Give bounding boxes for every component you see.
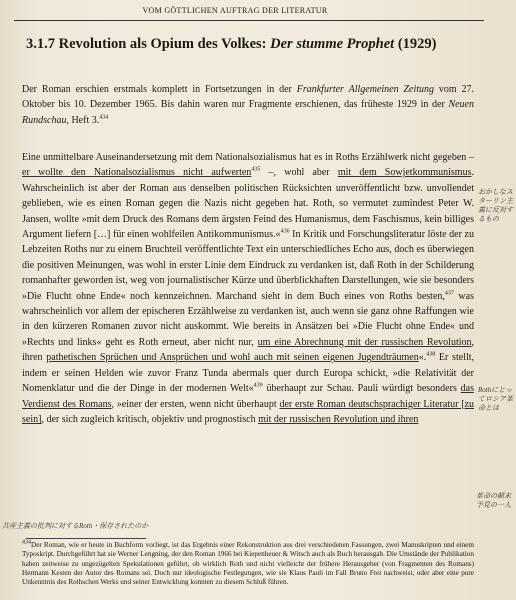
intro-text-3: , Heft 3.: [66, 114, 100, 126]
footnote-number: 434: [22, 539, 31, 546]
body-text: –, wohl aber: [260, 167, 338, 179]
intro-journal: Neuen Rundschau: [22, 99, 474, 126]
footnote-ref: 434: [99, 114, 109, 121]
body-text: , »einer der ersten, wenn nicht überhaupt: [111, 398, 280, 410]
underlined-passage: pathetischen Sprüchen und Ansprüchen und wohl auch mit seinen eigenen Jugendträumen: [46, 352, 419, 364]
handwritten-margin-note: 革命の顛末予見の一人: [476, 492, 511, 509]
body-text: , ihren: [22, 336, 474, 364]
footnote-ref: 438: [426, 351, 436, 358]
intro-text-1: Der Roman erschien erstmals komplett in Fortsetzungen in der: [22, 84, 297, 95]
underlined-passage: der erste Roman deutschsprachiger Literatur [zu sein]: [22, 398, 474, 425]
body-paragraph: [22, 150, 474, 427]
underlined-passage: das Verdienst des Romans: [22, 383, 474, 410]
body-text: Er stellt, indem er seinen Helden wie zuvor Franz Tunda abermals quer durch Europa schickt, »die Relativität der Nomenklatur und die der Dinge in der modernen Welt«: [22, 352, 474, 395]
section-title-year: (1929): [394, 36, 437, 52]
handwritten-margin-note: おかしなスターリン主義に反対するもの: [478, 188, 513, 223]
footnote-ref: 439: [253, 382, 263, 389]
intro-newspaper: Frankfurter Allgemeinen Zeitung: [296, 84, 435, 95]
intro-text-2: vom 27. Oktober bis 10. Dezember 1965. Bis dahin waren nur Fragmente erschienen, das früheste 1929 in der: [22, 84, 474, 111]
underlined-passage: mit der russischen Revolution und ihren: [258, 413, 419, 425]
body-text: «.: [418, 352, 427, 364]
body-text: Eine unmittelbare Auseinandersetzung mit dem Nationalsozialismus hat es in Roths Erzählwerk nicht gegeben –: [22, 152, 474, 163]
body-text: , der sich zugleich kritisch, objektiv und prognostisch: [41, 413, 259, 425]
body-text: überhaupt zur Schau. Pauli würdigt besonders: [262, 383, 461, 395]
section-title: [26, 36, 486, 53]
running-head: VOM GÖTTLICHEN AUFTRAG DER LITERATUR: [142, 6, 328, 15]
footnotes: [22, 541, 474, 587]
handwritten-margin-note: 共産主義の批判に対するRoth・保存されたのか: [2, 522, 149, 530]
body-text: . Wahrscheinlich ist aber der Roman aus denselben politischen Rücksichten unveröffentlicht bzw. unvollendet geblieben, wie es einen Roman gegen die Nazis nicht gegeben hat. Roth, so vermutet zumindest Peter W. Jansen, wollte »mit dem Druck des Romans dem ärgsten Feind des Humanismus, dem Faschismus, kein billiges Argument liefern […] für einen wohlfeilen Antikommunismus.«: [22, 167, 474, 241]
underlined-passage: er wollte den Nationalsozialismus nicht aufwerten: [22, 167, 252, 179]
section-title-work: Der stumme Prophet: [270, 36, 395, 52]
underlined-passage: mit dem Sowjetkommunismus: [337, 167, 472, 179]
footnote-ref: 436: [280, 228, 290, 235]
intro-paragraph: [22, 82, 474, 128]
footnote-separator: [26, 538, 146, 539]
footnote-ref: 435: [251, 167, 261, 174]
footnote-text: Der Roman, wie er heute in Buchform vorliegt, ist das Ergebnis einer Rekonstruktion aus drei verschiedenen Fassungen, zwei Manuskripten und einem Typoskript. Durchgeführt hat sie Werner Lengning, der den Roman 1966 bei Kiepenheuer & Witsch auch als Buch herausgab. Die Umstände der Publikation haben zeitweise zu ungezügelten Spekulationen geführt, ob wirklich Roth und nicht vielleicht der frühere Herausgeber (von Fragmenten des Romans) Hermann Kesten der Autor des Romans sei. Doch nur ideologische Festlegungen, wie sie Klaus Pauli im Fall Bruno Frei nachweist, oder aber eine pure Unkenntnis des Rothschen Werks und seiner Entwicklung konnten zu diesem Schluß führen.: [22, 541, 474, 587]
section-number: 3.1.7: [26, 36, 55, 52]
handwritten-margin-note: Rothにとってロシア革命とは: [478, 386, 513, 412]
underlined-passage: um eine Abrechnung mit der russischen Revolution: [257, 336, 472, 348]
header-rule: [14, 20, 484, 21]
body-text: In Kritik und Forschungsliteratur löste der zu Lebzeiten Roths nur zu einem Bruchteil veröffentlichte Text ein unterschiedliches Echo aus, doch es überwiegen die positiven Meinungen, was wohl in erster Linie dem Eindruck zu verdanken ist, daß Roth in der Schilderung romanhafter geworden ist, weg von journalistischer Kürze und überblickhaften Darstellungen, wie sie besonders »Die Flucht ohne Ende« noch kennzeichnen. Marchand sieht in dem Buch eines von Roths besten,: [22, 229, 474, 302]
footnote-ref: 437: [444, 290, 454, 297]
body-text: was wahrscheinlich vor allem der epischeren Erzählweise zu verdanken ist, auch wenn sie ganz ohne Raffungen wie in den kürzeren Romanen zuvor nicht auskommt. Wie bereits in Ansätzen bei »Die Flucht ohne Ende« und »Rechts und links« geht es Roth erneut, aber nicht nur,: [22, 290, 474, 348]
section-title-text: Revolution als Opium des Volkes:: [58, 36, 271, 52]
